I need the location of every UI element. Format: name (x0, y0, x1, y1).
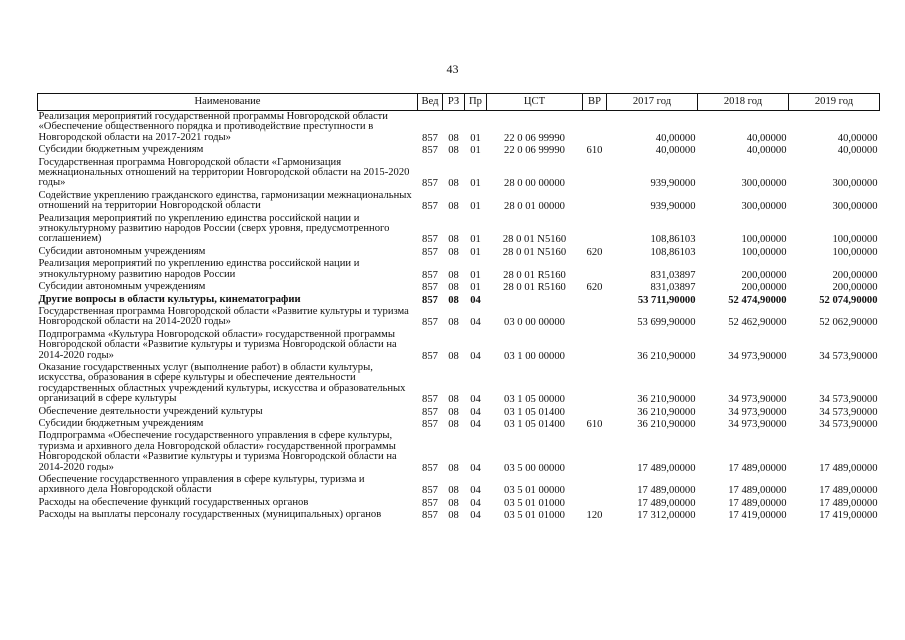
row-2017: 40,00000 (655, 145, 696, 157)
row-name: Государственная программа Новгородской области «Развитие культуры и туризма Новгородской области на 2014-2020 годы» (38, 305, 409, 328)
row-2018: 34 973,90000 (728, 394, 787, 406)
row-cst: 03 5 01 01000 (504, 510, 565, 522)
budget-table (37, 93, 880, 522)
row-cst: 22 0 06 99990 (504, 132, 565, 144)
row-pr: 01 (470, 234, 481, 246)
row-name: Государственная программа Новгородской области «Гармонизация межнациональных отношений на территории Новгородской области на 2015-2020 годы» (38, 156, 410, 189)
row-2018: 17 489,00000 (728, 485, 787, 497)
row-2019: 300,00000 (832, 178, 878, 190)
row-pr: 01 (470, 282, 481, 294)
row-pr: 01 (470, 246, 481, 258)
row-2018: 17 489,00000 (728, 462, 787, 474)
table-header (38, 94, 880, 111)
row-pr: 04 (470, 497, 481, 509)
row-vr (583, 157, 607, 190)
row-2017: 831,03897 (650, 282, 696, 294)
row-name: Субсидии бюджетным учреждениям (38, 417, 204, 429)
table-row (38, 157, 880, 190)
row-ved: 857 (422, 234, 438, 246)
row-vr (583, 306, 607, 329)
row-cst: 03 1 05 00000 (504, 394, 565, 406)
row-2018: 34 973,90000 (728, 418, 787, 430)
table-row (38, 509, 880, 521)
row-rz: 08 (448, 145, 459, 157)
row-2017: 36 210,90000 (637, 350, 696, 362)
row-2017: 36 210,90000 (637, 406, 696, 418)
row-rz: 08 (448, 269, 459, 281)
row-2019: 200,00000 (832, 282, 878, 294)
row-rz: 08 (448, 246, 459, 258)
row-name: Содействие укреплению гражданского единства, гармонизации межнациональных отношений на территории Новгородской области (38, 189, 412, 212)
row-vr (583, 497, 607, 509)
row-cst: 03 1 00 00000 (504, 350, 565, 362)
row-rz: 08 (448, 485, 459, 497)
row-vr (583, 406, 607, 418)
row-rz: 08 (448, 462, 459, 474)
row-2017: 939,90000 (650, 178, 696, 190)
row-2018: 17 489,00000 (728, 497, 787, 509)
row-pr: 01 (470, 145, 481, 157)
row-2019: 40,00000 (837, 132, 878, 144)
table-row (38, 246, 880, 258)
row-name: Реализация мероприятий по укреплению единства российской нации и этнокультурному развитию народов России (сверх уровня, предусмотренного соглашением) (38, 212, 390, 245)
row-2017: 53 699,90000 (637, 317, 696, 329)
row-2017: 17 489,00000 (637, 485, 696, 497)
table-row (38, 362, 880, 406)
row-rz: 08 (448, 350, 459, 362)
table-row (38, 281, 880, 293)
row-2019: 34 573,90000 (819, 406, 878, 418)
row-cst: 28 0 01 00000 (504, 201, 565, 213)
row-cst: 03 1 05 01400 (504, 418, 565, 430)
page-number: 43 (446, 62, 459, 76)
row-ved: 857 (422, 394, 438, 406)
row-ved: 857 (422, 132, 438, 144)
row-2019: 40,00000 (837, 145, 878, 157)
row-cst: 03 5 00 00000 (504, 462, 565, 474)
row-vr (583, 190, 607, 213)
row-name: Реализация мероприятий по укреплению единства российской нации и этнокультурному развитию народов России (38, 258, 360, 280)
row-ved: 857 (422, 145, 438, 157)
header-rz: РЗ (443, 94, 465, 111)
row-ved: 857 (422, 497, 438, 509)
row-pr: 04 (470, 510, 481, 522)
row-pr: 04 (470, 485, 481, 497)
table-row (38, 306, 880, 329)
row-rz: 08 (448, 294, 459, 306)
row-rz: 08 (448, 497, 459, 509)
row-pr: 01 (470, 178, 481, 190)
row-2017: 53 711,90000 (637, 294, 696, 306)
row-2017: 40,00000 (655, 132, 696, 144)
row-ved: 857 (422, 350, 438, 362)
row-rz: 08 (448, 394, 459, 406)
row-ved: 857 (422, 418, 438, 430)
row-2017: 36 210,90000 (637, 394, 696, 406)
row-rz: 08 (448, 317, 459, 329)
table-row (38, 190, 880, 213)
row-name: Реализация мероприятий государственной программы Новгородской области «Обеспечение общественного порядка и противодействие преступности в Новгородской области на 2017-2021 годы» (38, 111, 388, 143)
row-cst: 03 0 00 00000 (504, 317, 565, 329)
row-2018: 40,00000 (746, 145, 787, 157)
row-2017: 17 489,00000 (637, 497, 696, 509)
row-2019: 17 489,00000 (819, 462, 878, 474)
row-ved: 857 (422, 178, 438, 190)
row-2019: 34 573,90000 (819, 394, 878, 406)
row-2018: 34 973,90000 (728, 406, 787, 418)
row-2018: 17 419,00000 (728, 510, 787, 522)
row-name: Субсидии автономным учреждениям (38, 281, 206, 293)
row-name: Подпрограмма «Обеспечение государственного управления в сфере культуры, туризма и архивного дела Новгородской области» государственной программы Новгородской области «Развитие культуры и туризма Новгородской области на 2014-2020 годы» (38, 430, 397, 473)
row-ved: 857 (422, 485, 438, 497)
row-name: Обеспечение государственного управления в сфере культуры, туризма и архивного дела Новгородской области (38, 474, 365, 496)
row-2018: 34 973,90000 (728, 350, 787, 362)
row-2019: 17 489,00000 (819, 497, 878, 509)
row-rz: 08 (448, 510, 459, 522)
row-vr: 610 (586, 418, 603, 430)
row-2018: 300,00000 (741, 201, 787, 213)
row-2017: 108,86103 (650, 246, 696, 258)
row-pr: 04 (470, 294, 481, 306)
row-2019: 200,00000 (832, 269, 878, 281)
table-row (38, 329, 880, 362)
row-name: Обеспечение деятельности учреждений культуры (38, 405, 263, 417)
row-ved: 857 (422, 269, 438, 281)
row-vr (583, 329, 607, 362)
row-rz: 08 (448, 234, 459, 246)
row-name: Субсидии автономным учреждениям (38, 245, 206, 257)
row-name: Расходы на выплаты персоналу государственных (муниципальных) органов (38, 509, 382, 521)
row-vr: 120 (586, 510, 603, 522)
row-vr (583, 362, 607, 406)
row-ved: 857 (422, 510, 438, 522)
header-cst: ЦСТ (487, 94, 583, 111)
row-ved: 857 (422, 317, 438, 329)
row-rz: 08 (448, 406, 459, 418)
row-name: Другие вопросы в области культуры, кинематографии (38, 293, 301, 305)
table-row (38, 418, 880, 430)
row-pr: 04 (470, 317, 481, 329)
row-2019: 100,00000 (832, 246, 878, 258)
row-rz: 08 (448, 178, 459, 190)
row-2018: 52 474,90000 (728, 294, 787, 306)
row-cst: 28 0 01 N5160 (502, 246, 567, 258)
row-cst: 28 0 01 R5160 (503, 282, 566, 294)
row-vr (583, 474, 607, 497)
table-row (38, 213, 880, 246)
row-name: Субсидии бюджетным учреждениям (38, 144, 204, 156)
row-2017: 831,03897 (650, 269, 696, 281)
row-2018: 100,00000 (741, 246, 787, 258)
row-cst: 03 1 05 01400 (504, 406, 565, 418)
row-vr: 620 (586, 246, 603, 258)
row-pr: 01 (470, 201, 481, 213)
table-row (38, 406, 880, 418)
row-2018: 100,00000 (741, 234, 787, 246)
row-ved: 857 (422, 462, 438, 474)
header-2017: 2017 год (607, 94, 698, 111)
row-vr: 620 (586, 282, 603, 294)
row-name: Подпрограмма «Культура Новгородской области» государственной программы Новгородской области «Развитие культуры и туризма Новгородской области на 2014-2020 годы» (38, 328, 397, 361)
row-2019: 34 573,90000 (819, 350, 878, 362)
row-2017: 17 312,00000 (637, 510, 696, 522)
row-2019: 17 419,00000 (819, 510, 878, 522)
row-2018: 300,00000 (741, 178, 787, 190)
row-name: Оказание государственных услуг (выполнение работ) в области культуры, искусства, образования в сфере культуры и обеспечение деятельности государственных областных учреждений культуры, искусства и образовательных организаций в сфере культуры (38, 361, 406, 405)
row-pr: 04 (470, 418, 481, 430)
row-pr: 01 (470, 269, 481, 281)
table-row (38, 474, 880, 497)
row-pr: 01 (470, 132, 481, 144)
table-row (38, 111, 880, 145)
table-row (38, 430, 880, 474)
row-ved: 857 (422, 294, 438, 306)
row-2018: 200,00000 (741, 282, 787, 294)
row-ved: 857 (422, 246, 438, 258)
row-2017: 939,90000 (650, 201, 696, 213)
row-vr: 610 (586, 145, 603, 157)
row-vr (583, 213, 607, 246)
row-cst: 03 5 01 01000 (504, 497, 565, 509)
header-vr: ВР (583, 94, 607, 111)
row-vr (583, 430, 607, 474)
table-row (38, 258, 880, 281)
row-ved: 857 (422, 282, 438, 294)
row-2017: 17 489,00000 (637, 462, 696, 474)
row-2018: 200,00000 (741, 269, 787, 281)
row-name: Расходы на обеспечение функций государственных органов (38, 496, 309, 508)
row-cst: 28 0 01 R5160 (503, 269, 566, 281)
header-ved: Вед (418, 94, 443, 111)
row-pr: 04 (470, 350, 481, 362)
row-pr: 04 (470, 462, 481, 474)
row-cst: 28 0 00 00000 (504, 178, 565, 190)
row-vr (583, 111, 607, 145)
header-pr: Пр (465, 94, 487, 111)
row-cst: 03 5 01 00000 (504, 485, 565, 497)
table-row (38, 294, 880, 306)
row-cst: 22 0 06 99990 (504, 145, 565, 157)
row-2019: 34 573,90000 (819, 418, 878, 430)
row-2019: 52 074,90000 (819, 294, 878, 306)
header-2018: 2018 год (698, 94, 789, 111)
row-ved: 857 (422, 406, 438, 418)
row-2019: 17 489,00000 (819, 485, 878, 497)
row-2019: 52 062,90000 (819, 317, 878, 329)
row-2017: 108,86103 (650, 234, 696, 246)
table-body (38, 111, 880, 522)
row-2019: 300,00000 (832, 201, 878, 213)
row-pr: 04 (470, 406, 481, 418)
row-cst (487, 294, 583, 306)
row-cst: 28 0 01 N5160 (502, 234, 567, 246)
row-pr: 04 (470, 394, 481, 406)
row-2018: 52 462,90000 (728, 317, 787, 329)
row-ved: 857 (422, 201, 438, 213)
row-rz: 08 (448, 282, 459, 294)
table-row (38, 497, 880, 509)
row-rz: 08 (448, 132, 459, 144)
table-row (38, 144, 880, 156)
header-name: Наименование (38, 94, 418, 111)
row-rz: 08 (448, 201, 459, 213)
header-2019: 2019 год (789, 94, 880, 111)
row-vr (583, 258, 607, 281)
row-rz: 08 (448, 418, 459, 430)
row-vr (583, 294, 607, 306)
row-2019: 100,00000 (832, 234, 878, 246)
row-2017: 36 210,90000 (637, 418, 696, 430)
row-2018: 40,00000 (746, 132, 787, 144)
